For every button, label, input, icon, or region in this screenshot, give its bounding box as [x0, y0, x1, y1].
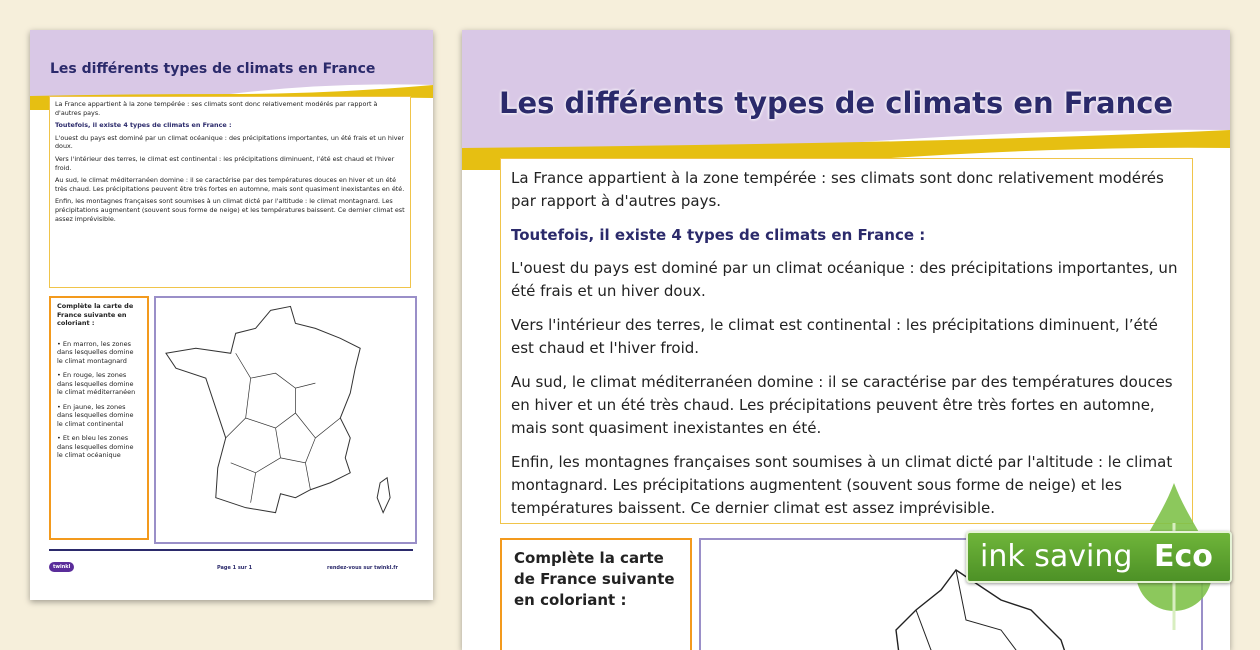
task-item: • En rouge, les zones dans lesquelles domine le climat méditerranéen	[57, 371, 136, 396]
paragraph: Enfin, les montagnes françaises sont soumises à un climat dicté par l'altitude : le climat montagnard. Les précipitations augmentent (souvent sous forme de neige) et les températures baissent. Ce dernier climat est assez imprévisible.	[55, 197, 405, 223]
task-title: Complète la carte de France suivante en coloriant :	[514, 549, 675, 609]
paragraph: Vers l'intérieur des terres, le climat est continental : les précipitations diminuent, l’été est chaud et l'hiver froid.	[511, 316, 1158, 357]
footer-divider	[49, 549, 413, 551]
page-title: Les différents types de climats en France	[50, 61, 376, 77]
paragraph: L'ouest du pays est dominé par un climat océanique : des précipitations importantes, un été frais et un hiver doux.	[55, 133, 405, 151]
intro-text: La France appartient à la zone tempérée : ses climats sont donc relativement modérés par rapport à d'autres pays.	[55, 100, 378, 117]
intro-text: La France appartient à la zone tempérée : ses climats sont donc relativement modérés par rapport à d'autres pays.	[511, 169, 1164, 210]
eco-label: Eco	[1154, 539, 1213, 574]
worksheet-preview-small	[30, 30, 433, 600]
task-title: Complète la carte de France suivante en coloriant :	[57, 302, 134, 327]
paragraph: Vers l'intérieur des terres, le climat est continental : les précipitations diminuent, l’été est chaud et l'hiver froid.	[55, 154, 395, 172]
paragraph: Au sud, le climat méditerranéen domine : il se caractérise par des températures douces en hiver et un été très chaud. Les précipitations peuvent être très fortes en automne, mais sont quasiment inexistantes en été.	[511, 373, 1173, 437]
highlight-text: Toutefois, il existe 4 types de climats en France :	[511, 226, 926, 244]
task-item: • Et en bleu les zones dans lesquelles domine le climat océanique	[57, 434, 134, 459]
paragraph: Au sud, le climat méditerranéen domine : il se caractérise par des températures douces en hiver et un été très chaud. Les précipitations peuvent être très fortes en automne, mais sont quasiment inexistantes en été.	[55, 176, 405, 193]
page-number: Page 1 sur 1	[217, 565, 253, 571]
paragraph: Enfin, les montagnes françaises sont soumises à un climat dicté par l'altitude : le climat montagnard. Les précipitations augmentent (souvent sous forme de neige) et les températures baissent. Ce dernier climat est assez imprévisible.	[511, 453, 1173, 517]
task-item: • En marron, les zones dans lesquelles domine le climat montagnard	[57, 339, 134, 365]
ink-saving-label: ink saving	[980, 539, 1133, 574]
france-outline-icon	[156, 298, 415, 542]
task-item: • En jaune, les zones dans lesquelles domine le climat continental	[57, 402, 134, 428]
twinkl-logo: twinkl	[49, 562, 74, 572]
france-map	[154, 296, 417, 544]
page-title: Les différents types de climats en France	[499, 86, 1174, 120]
site-link[interactable]: rendez-vous sur twinkl.fr	[327, 565, 398, 571]
highlight-text: Toutefois, il existe 4 types de climats en France :	[55, 121, 232, 130]
paragraph: L'ouest du pays est dominé par un climat océanique : des précipitations importantes, un été frais et un hiver doux.	[511, 259, 1178, 300]
ink-saving-badge	[966, 483, 1260, 630]
